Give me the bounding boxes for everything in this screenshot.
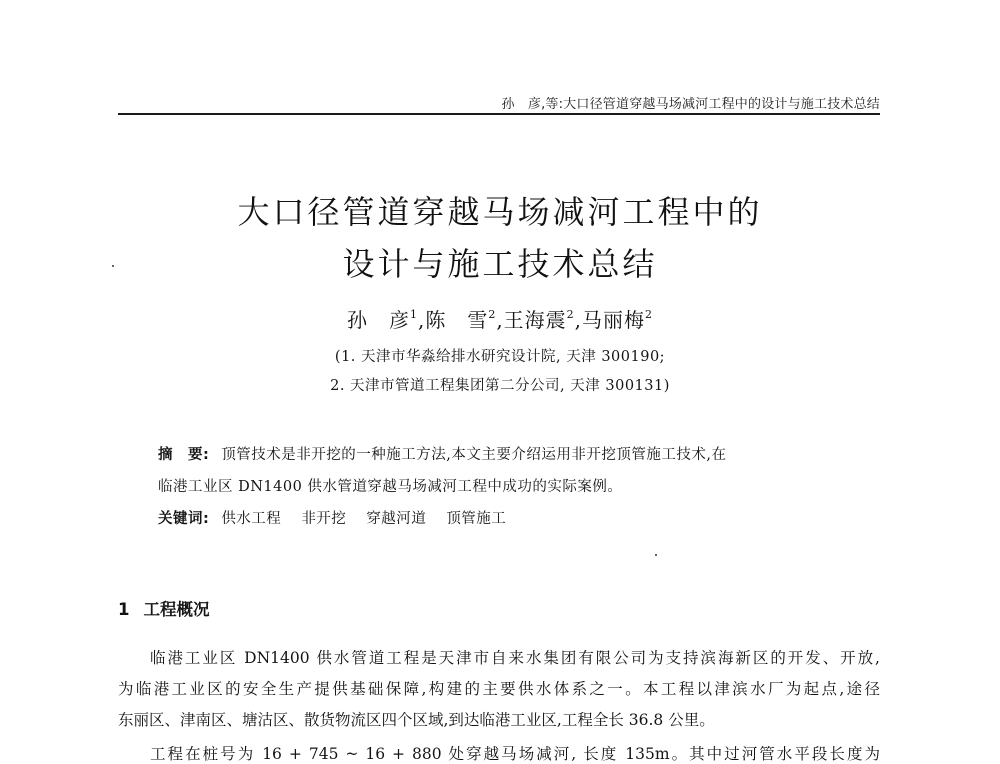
author-affiliation-mark: 2: [488, 308, 497, 321]
author-separator: ,: [496, 308, 504, 332]
author-affiliation-mark: 2: [566, 308, 575, 321]
body-text-line: 东丽区、津南区、塘沽区、散货物流区四个区域,到达临港工业区,工程全长 36.8 公里。: [118, 711, 715, 729]
author-list: [0, 304, 1000, 333]
abstract-line-2: 临港工业区 DN1400 供水管道穿越马场减河工程中成功的实际案例。: [158, 479, 623, 495]
keyword: 穿越河道: [366, 511, 427, 527]
author-name: 陈 雪: [425, 308, 489, 332]
abstract-label: 摘 要:: [158, 447, 210, 463]
body-text-line: 临港工业区 DN1400 供水管道工程是天津市自来水集团有限公司为支持滨海新区的开发、开放,: [150, 649, 880, 667]
author-name: 王海震: [503, 308, 567, 332]
author-separator: ,: [574, 308, 583, 332]
author-name: 马丽梅: [582, 308, 646, 332]
keyword: 顶管施工: [446, 511, 507, 527]
scan-speck: [655, 554, 657, 556]
author-affiliation-mark: 2: [645, 308, 654, 321]
section-title: 工程概况: [143, 600, 210, 619]
author-separator: ,: [417, 308, 426, 332]
author-name: 孙 彦: [346, 308, 410, 332]
keywords-line: [158, 507, 526, 528]
author-affiliation-mark: 1: [409, 308, 418, 321]
abstract-line-1: [158, 443, 727, 464]
title-line-2: 设计与施工技术总结: [342, 245, 658, 283]
section-1-heading: [118, 596, 209, 620]
title-line-1: 大口径管道穿越马场减河工程中的: [237, 193, 763, 231]
scan-speck: [112, 265, 114, 267]
keyword: 非开挖: [301, 511, 347, 527]
affiliation-line-2: 2. 天津市管道工程集团第二分公司, 天津 300131): [330, 378, 670, 394]
running-head: 孙 彦,等:大口径管道穿越马场减河工程中的设计与施工技术总结: [501, 97, 880, 112]
body-text-line: 工程在桩号为 16 + 745 ~ 16 + 880 处穿越马场减河, 长度 135m。其中过河管水平段长度为: [150, 745, 880, 763]
keywords-label: 关键词:: [158, 511, 210, 527]
section-number: 1: [118, 600, 130, 619]
body-text-line: 为临港工业区的安全生产提供基础保障,构建的主要供水体系之一。本工程以津滨水厂为起点,途径: [118, 680, 880, 698]
header-rule: [118, 113, 880, 115]
abstract-text: 顶管技术是非开挖的一种施工方法,本文主要介绍运用非开挖顶管施工技术,在: [221, 447, 727, 463]
keyword: 供水工程: [221, 511, 282, 527]
affiliation-line-1: (1. 天津市华淼给排水研究设计院, 天津 300190;: [334, 349, 666, 365]
